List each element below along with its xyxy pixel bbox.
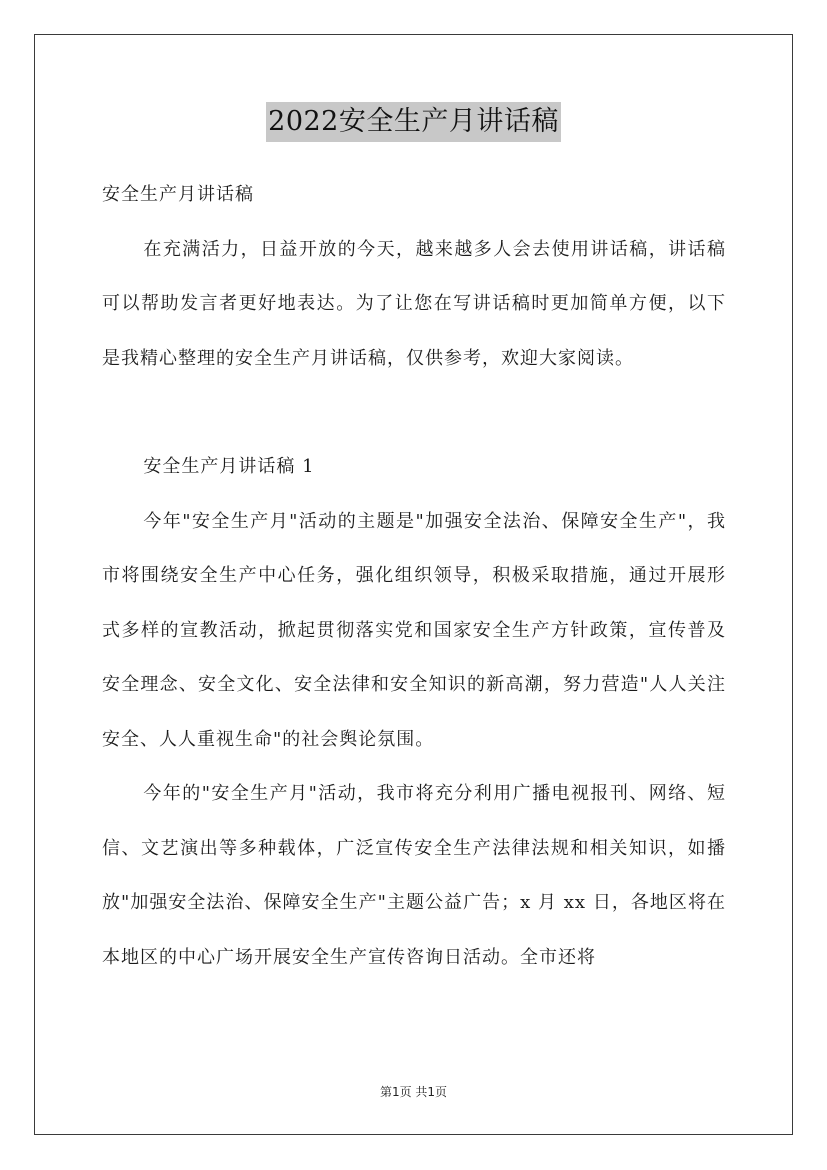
paragraph-spacer (102, 386, 726, 440)
document-subtitle: 安全生产月讲话稿 (102, 184, 254, 205)
body-paragraph: 今年的"安全生产月"活动，我市将充分利用广播电视报刊、网络、短信、文艺演出等多种载体，广泛宣传安全生产法律法规和相关知识，如播放"加强安全法治、保障安全生产"主题公益广告；x 月 xx 日，各地区将在本地区的中心广场开展安全生产宣传咨询日活动。全市还将 (102, 783, 726, 968)
page-footer: 第1页 共1页 (379, 1085, 448, 1099)
title-container (0, 102, 827, 142)
document-body (102, 168, 726, 985)
section-heading: 安全生产月讲话稿 1 (143, 456, 315, 477)
document-title: 2022安全生产月讲话稿 (266, 102, 561, 142)
body-paragraph: 今年"安全生产月"活动的主题是"加强安全法治、保障安全生产"，我市将围绕安全生产中心任务，强化组织领导，积极采取措施，通过开展形式多样的宣教活动，掀起贯彻落实党和国家安全生产方针政策，宣传普及安全理念、安全文化、安全法律和安全知识的新高潮，努力营造"人人关注安全、人人重视生命"的社会舆论氛围。 (102, 510, 726, 750)
intro-paragraph: 在充满活力，日益开放的今天，越来越多人会去使用讲话稿，讲话稿可以帮助发言者更好地表达。为了让您在写讲话稿时更加简单方便，以下是我精心整理的安全生产月讲话稿，仅供参考，欢迎大家阅读。 (102, 238, 726, 369)
